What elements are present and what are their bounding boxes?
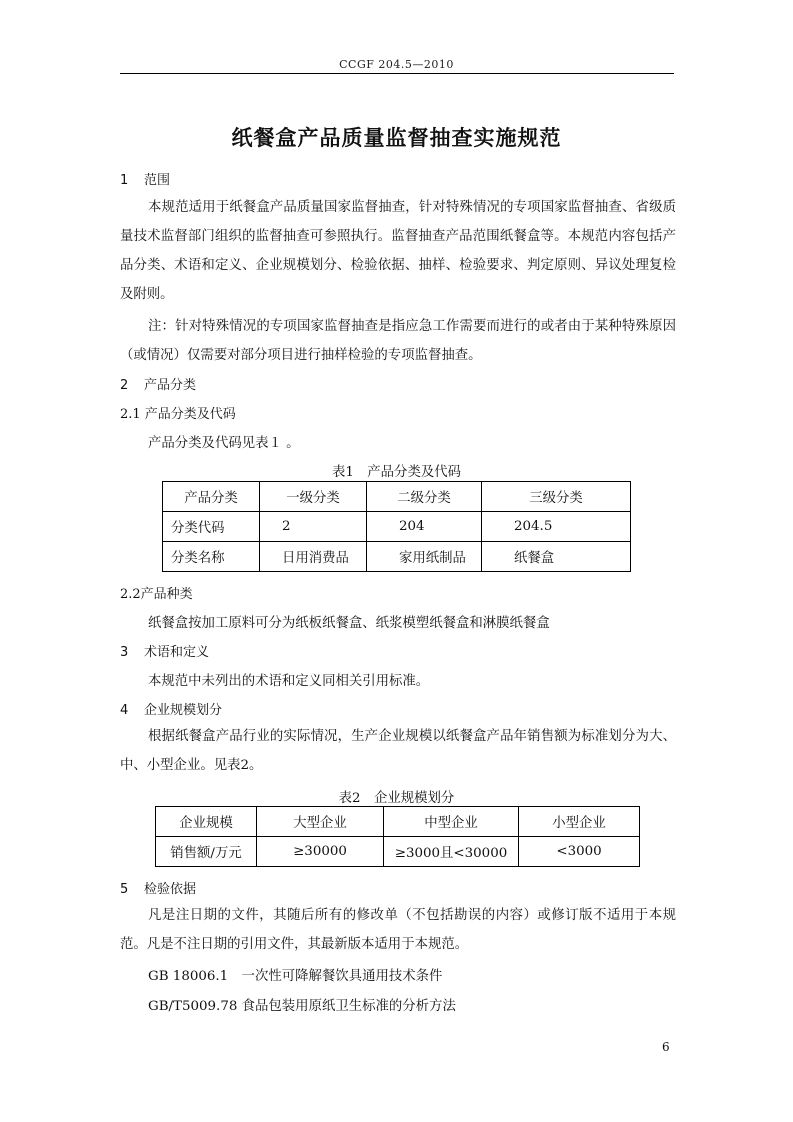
table-cell: 纸餐盒	[482, 542, 631, 572]
table-cell: 2	[260, 512, 367, 542]
section-5-paragraph: 凡是注日期的文件，其随后所有的修改单（不包括勘误的内容）或修订版不适用于本规范。凡是不注日期的引用文件，其最新版本适用于本规范。	[120, 908, 676, 952]
table-cell: ≥30000	[257, 837, 384, 867]
table-cell: 产品分类	[163, 482, 260, 512]
table-cell: 204	[367, 512, 482, 542]
table-cell: 三级分类	[482, 482, 631, 512]
section-1-paragraph: 本规范适用于纸餐盒产品质量国家监督抽查，针对特殊情况的专项国家监督抽查、省级质量技术监督部门组织的监督抽查可参照执行。监督抽查产品范围纸餐盒等。本规范内容包括产品分类、术语和定义、企业规模划分、检验依据、抽样、检验要求、判定原则、异议处理复检及附则。	[120, 200, 676, 302]
reference-gb18006: GB 18006.1 一次性可降解餐饮具通用技术条件	[148, 969, 443, 984]
section-2-heading: 2 产品分类	[120, 378, 197, 393]
table-cell: 家用纸制品	[367, 542, 482, 572]
table-row	[156, 807, 640, 837]
table-cell: 一级分类	[260, 482, 367, 512]
table-2-caption: 表2 企业规模划分	[338, 791, 455, 806]
section-2-1-heading: 2.1 产品分类及代码	[120, 407, 236, 422]
table-cell: 分类名称	[163, 542, 260, 572]
table-cell: 分类代码	[163, 512, 260, 542]
table-row	[156, 837, 640, 867]
section-2-2-text: 纸餐盒按加工原料可分为纸板纸餐盒、纸浆模塑纸餐盒和淋膜纸餐盒	[148, 616, 550, 631]
table-row	[163, 512, 631, 542]
section-2-1-text: 产品分类及代码见表１ 。	[148, 436, 300, 451]
section-4-heading: 4 企业规模划分	[120, 703, 223, 718]
table-1	[162, 481, 631, 572]
reference-gbt5009: GB/T5009.78 食品包装用原纸卫生标准的分析方法	[148, 999, 456, 1014]
table-cell: 企业规模	[156, 807, 257, 837]
table-cell: <3000	[519, 837, 640, 867]
table-cell: 二级分类	[367, 482, 482, 512]
section-5-heading: 5 检验依据	[120, 882, 197, 897]
table-cell: 大型企业	[257, 807, 384, 837]
section-3-heading: 3 术语和定义	[120, 645, 210, 660]
table-cell: 日用消费品	[260, 542, 367, 572]
document-title: 纸餐盒产品质量监督抽查实施规范	[231, 126, 562, 150]
table-cell: 中型企业	[384, 807, 519, 837]
section-1-heading: 1 范围	[120, 173, 171, 188]
page-number: 6	[662, 1040, 670, 1054]
table-row	[163, 542, 631, 572]
table-cell: 小型企业	[519, 807, 640, 837]
table-1-caption: 表1 产品分类及代码	[331, 465, 462, 480]
section-2-2-heading: 2.2产品种类	[120, 587, 193, 602]
table-cell: 销售额/万元	[156, 837, 257, 867]
running-header: CCGF 204.5—2010	[339, 58, 454, 71]
table-2	[155, 806, 640, 867]
section-1-note: 注：针对特殊情况的专项国家监督抽查是指应急工作需要而进行的或者由于某种特殊原因（或情况）仅需要对部分项目进行抽样检验的专项监督抽查。	[120, 319, 676, 363]
section-4-paragraph: 根据纸餐盒产品行业的实际情况，生产企业规模以纸餐盒产品年销售额为标准划分为大、中、小型企业。见表2。	[120, 729, 676, 773]
section-3-text: 本规范中未列出的术语和定义同相关引用标准。	[148, 674, 430, 689]
table-cell: ≥3000且<30000	[384, 837, 519, 867]
header-rule	[120, 73, 674, 74]
table-cell: 204.5	[482, 512, 631, 542]
table-row	[163, 482, 631, 512]
